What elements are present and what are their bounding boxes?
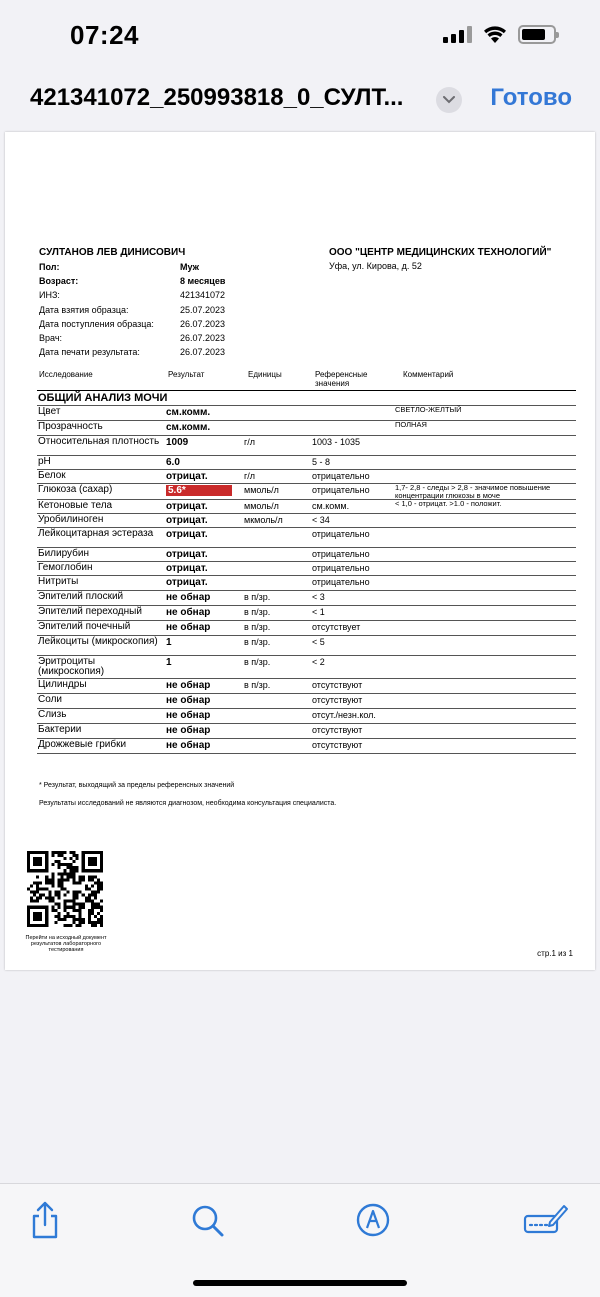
result-value <box>166 485 232 496</box>
test-name: Уробилиноген <box>38 514 104 525</box>
test-name: Эпителий переходный <box>38 606 142 617</box>
info-value: 8 месяцев <box>180 276 226 287</box>
lab-address: Уфа, ул. Кирова, д. 52 <box>329 261 422 271</box>
wifi-icon <box>482 24 508 44</box>
test-name: Гемоглобин <box>38 562 93 573</box>
table-row <box>37 514 576 528</box>
reference-value: < 1 <box>312 607 325 617</box>
info-label: Врач: <box>39 333 63 344</box>
table-row <box>37 739 576 754</box>
reference-value: отсутствуют <box>312 695 363 705</box>
info-row <box>39 345 225 359</box>
info-row <box>39 303 225 317</box>
info-label: Дата поступления образца: <box>39 318 154 329</box>
info-row <box>39 331 225 345</box>
result-value: 1 <box>166 657 172 668</box>
done-button[interactable]: Готово <box>490 84 572 111</box>
disclaimer-note: Результаты исследований не являются диагнозом, необходима консультация специалиста. <box>39 800 337 807</box>
result-value: отрицат. <box>166 515 208 526</box>
reference-value: 5 - 8 <box>312 457 331 467</box>
reference-value: < 34 <box>312 515 330 525</box>
info-label: Дата взятия образца: <box>39 304 129 315</box>
info-label: Возраст: <box>39 276 79 287</box>
reference-value: отсутствуют <box>312 740 363 750</box>
nav-bar <box>0 72 600 130</box>
reference-value: отсутствуют <box>312 680 363 690</box>
page-number: стр.1 из 1 <box>537 949 573 958</box>
test-name: Цилиндры <box>38 679 87 690</box>
table-row <box>37 606 576 621</box>
result-value: не обнар <box>166 740 211 751</box>
table-row <box>37 636 576 656</box>
reference-value: отсут./незн.кол. <box>312 710 376 720</box>
table-row <box>37 724 576 739</box>
test-name: Глюкоза (сахар) <box>38 484 113 495</box>
markup-icon <box>355 1200 391 1240</box>
table-row <box>37 709 576 724</box>
out-of-range-note: * Результат, выходящий за пределы референсных значений <box>39 782 235 789</box>
units-value: ммоль/л <box>244 501 279 511</box>
info-value: 421341072 <box>180 290 226 301</box>
table-row <box>37 548 576 562</box>
results-table <box>37 390 576 754</box>
test-name: Прозрачность <box>38 421 103 432</box>
info-row <box>39 274 225 288</box>
result-value: не обнар <box>166 607 211 618</box>
units-value: в п/зр. <box>244 622 271 632</box>
result-value: отрицат. <box>166 577 208 588</box>
units-value: г/л <box>244 437 256 447</box>
test-name: Бактерии <box>38 724 82 735</box>
comment-value: СВЕТЛО-ЖЕЛТЫЙ <box>395 405 462 414</box>
test-name: Лейкоциты (микроскопия) <box>38 636 158 647</box>
units-value: в п/зр. <box>244 680 271 690</box>
battery-icon <box>518 25 556 44</box>
units-value: в п/зр. <box>244 657 271 667</box>
status-bar <box>0 0 600 72</box>
table-row <box>37 694 576 709</box>
result-value: не обнар <box>166 680 211 691</box>
table-row <box>37 456 576 470</box>
section-title: ОБЩИЙ АНАЛИЗ МОЧИ <box>38 392 168 404</box>
reference-value: < 5 <box>312 637 325 647</box>
test-name: Эпителий плоский <box>38 591 124 602</box>
title-menu-button[interactable] <box>436 87 462 113</box>
table-row <box>37 562 576 576</box>
test-name: Эритроциты (микроскопия) <box>38 656 105 677</box>
result-value: см.комм. <box>166 407 211 418</box>
status-time: 07:24 <box>70 20 139 50</box>
table-row <box>37 591 576 606</box>
reference-value: 1003 - 1035 <box>312 437 361 447</box>
units-value: мкмоль/л <box>244 515 283 525</box>
result-value: отрицат. <box>166 471 208 482</box>
info-row <box>39 317 225 331</box>
test-name: Белок <box>38 470 66 481</box>
test-name: Билирубин <box>38 548 89 559</box>
table-row <box>37 528 576 548</box>
test-name: Лейкоцитарная эстераза <box>38 528 154 539</box>
info-row <box>39 260 225 274</box>
reference-value: отрицательно <box>312 549 370 559</box>
bottom-toolbar <box>0 1183 600 1297</box>
table-row <box>37 679 576 694</box>
test-name: Цвет <box>38 406 61 417</box>
cellular-signal-icon <box>443 25 472 43</box>
comment-value: < 1,0 - отрицат. >1.0 - положит. <box>395 499 502 508</box>
qr-code[interactable] <box>27 851 103 927</box>
chevron-down-icon <box>443 96 455 104</box>
info-value: 26.07.2023 <box>180 333 226 344</box>
flagged-result: 5.6* <box>166 485 232 496</box>
reference-value: отрицательно <box>312 563 370 573</box>
reference-value: отсутствуют <box>312 725 363 735</box>
document-title: 421341072_250993818_0_СУЛТ... <box>30 84 404 111</box>
result-value: 6.0 <box>166 457 180 468</box>
reference-value: отрицательно <box>312 529 370 539</box>
qr-caption: Перейти на исходный документ результатов лабораторного тестирования <box>25 935 107 953</box>
document-page <box>5 132 595 970</box>
info-row <box>39 288 225 302</box>
header-reference: Референсные значения <box>315 370 368 388</box>
reference-value: отсутствует <box>312 622 361 632</box>
units-value: ммоль/л <box>244 485 279 495</box>
reference-value: отрицательно <box>312 577 370 587</box>
result-value: отрицат. <box>166 549 208 560</box>
header-result: Результат <box>168 370 205 379</box>
markup-button[interactable] <box>355 1200 389 1240</box>
lab-name: ООО "ЦЕНТР МЕДИЦИНСКИХ ТЕХНОЛОГИЙ" <box>329 247 552 258</box>
section-row <box>37 391 576 406</box>
share-button[interactable] <box>28 1200 62 1240</box>
comment-value: 1,7- 2,8 - следы > 2,8 - значимое повышение концентрации глюкозы в моче <box>395 483 551 500</box>
reference-value: см.комм. <box>312 501 350 511</box>
test-name: Относительная плотность <box>38 436 160 447</box>
test-name: pH <box>38 456 51 467</box>
units-value: в п/зр. <box>244 607 271 617</box>
result-value: 1009 <box>166 437 189 448</box>
test-name: Кетоновые тела <box>38 500 113 511</box>
table-row <box>37 576 576 591</box>
test-name: Нитриты <box>38 576 79 587</box>
result-value: не обнар <box>166 592 211 603</box>
result-value: отрицат. <box>166 529 208 540</box>
search-button[interactable] <box>190 1200 224 1240</box>
test-name: Слизь <box>38 709 67 720</box>
result-value: не обнар <box>166 622 211 633</box>
units-value: в п/зр. <box>244 592 271 602</box>
reference-value: отрицательно <box>312 485 370 495</box>
result-value: отрицат. <box>166 501 208 512</box>
info-value: 26.07.2023 <box>180 318 226 329</box>
test-name: Соли <box>38 694 62 705</box>
test-name: Дрожжевые грибки <box>38 739 127 750</box>
table-row <box>37 436 576 456</box>
units-value: г/л <box>244 471 256 481</box>
result-value: не обнар <box>166 725 211 736</box>
table-row <box>37 484 576 500</box>
units-value: в п/зр. <box>244 637 271 647</box>
result-value: не обнар <box>166 710 211 721</box>
info-label: Пол: <box>39 262 60 272</box>
reference-value: < 2 <box>312 657 325 667</box>
search-icon <box>190 1200 226 1240</box>
signature-button[interactable] <box>522 1200 570 1240</box>
test-name: Эпителий почечный <box>38 621 131 632</box>
share-icon <box>28 1200 62 1240</box>
table-row <box>37 656 576 679</box>
table-row <box>37 406 576 421</box>
reference-value: < 3 <box>312 592 325 602</box>
table-row <box>37 470 576 484</box>
table-row <box>37 500 576 514</box>
comment-value: ПОЛНАЯ <box>395 420 427 429</box>
header-comment: Комментарий <box>403 370 454 379</box>
status-icons <box>443 24 556 44</box>
table-row <box>37 421 576 436</box>
table-header <box>39 370 577 390</box>
result-value: не обнар <box>166 695 211 706</box>
info-value: Муж <box>180 262 199 272</box>
info-value: 26.07.2023 <box>180 347 226 358</box>
result-value: отрицат. <box>166 563 208 574</box>
table-row <box>37 621 576 636</box>
result-value: см.комм. <box>166 422 211 433</box>
info-label: ИНЗ: <box>39 290 60 301</box>
home-indicator <box>193 1280 407 1286</box>
patient-name: СУЛТАНОВ ЛЕВ ДИНИСОВИЧ <box>39 247 186 258</box>
info-value: 25.07.2023 <box>180 304 226 315</box>
signature-icon <box>522 1200 570 1240</box>
reference-value: отрицательно <box>312 471 370 481</box>
header-test: Исследование <box>39 370 93 379</box>
result-value: 1 <box>166 637 172 648</box>
header-units: Единицы <box>248 370 282 379</box>
patient-info <box>39 260 225 359</box>
info-label: Дата печати результата: <box>39 347 140 358</box>
